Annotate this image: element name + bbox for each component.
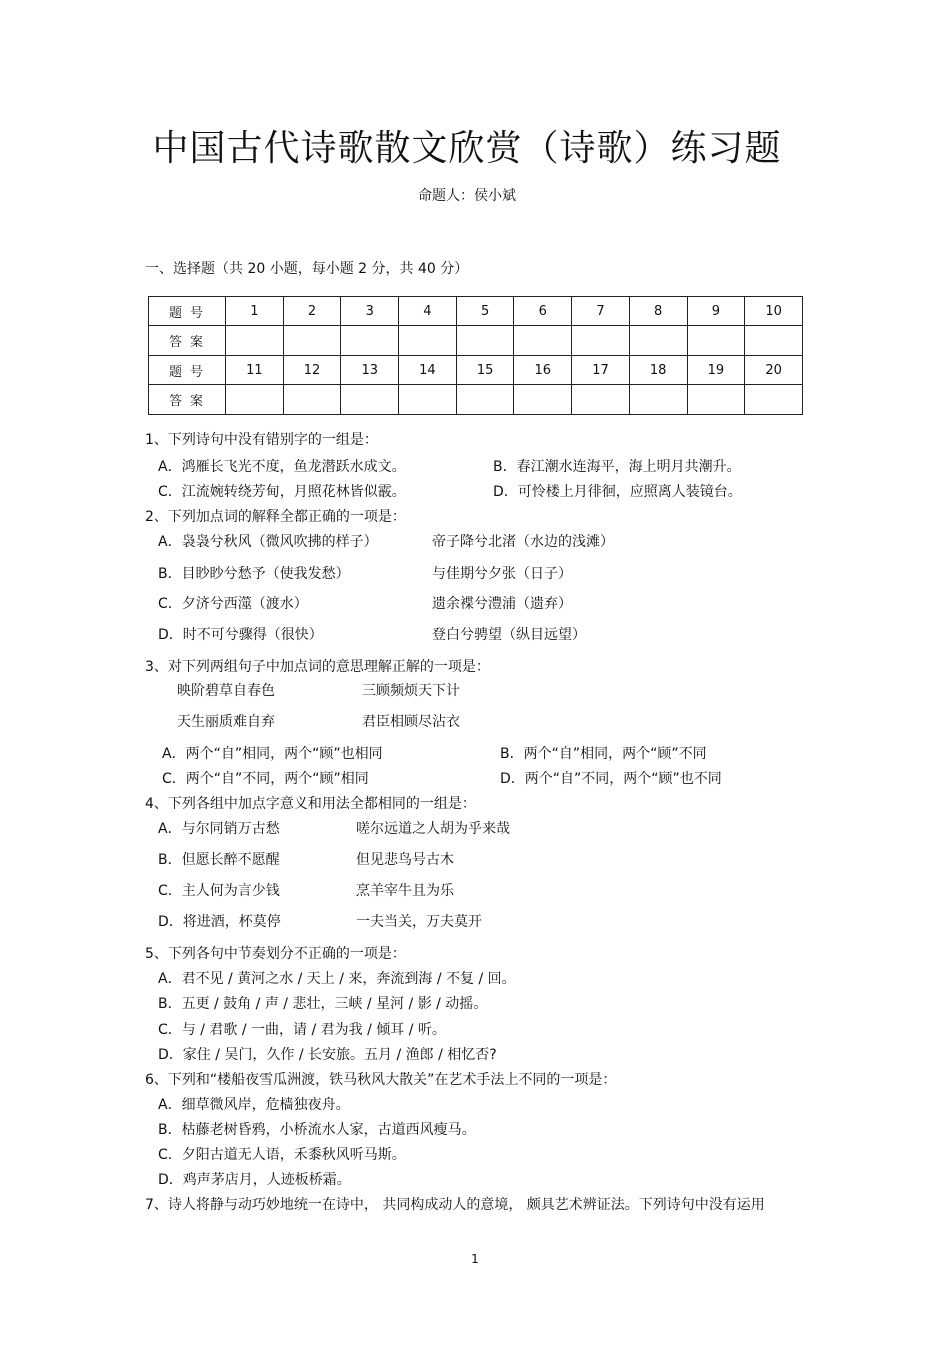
option-b: B．春江潮水连海平，海上明月共潮升。 bbox=[493, 459, 741, 475]
table-row bbox=[149, 297, 803, 326]
question-number: 8 bbox=[629, 297, 687, 326]
answer-cell[interactable] bbox=[283, 326, 341, 356]
sentence: 君臣相顾尽沾衣 bbox=[362, 714, 460, 730]
option-b-right: 与佳期兮夕张（日子） bbox=[432, 566, 572, 582]
sentence: 三顾频烦天下计 bbox=[362, 683, 460, 699]
answer-cell[interactable] bbox=[687, 385, 745, 415]
question-number: 4 bbox=[399, 297, 457, 326]
author-line: 命题人：侯小斌 bbox=[418, 188, 516, 204]
option-c-right: 遗余褋兮澧浦（遗弃） bbox=[432, 596, 572, 612]
table-row bbox=[149, 326, 803, 356]
table-row bbox=[149, 385, 803, 415]
question-number: 3 bbox=[341, 297, 399, 326]
answer-cell[interactable] bbox=[341, 326, 399, 356]
table-row bbox=[149, 356, 803, 385]
option-a: A．两个“自”相同，两个“顾”也相同 bbox=[162, 746, 383, 762]
option-d: D．可怜楼上月徘徊，应照离人装镜台。 bbox=[493, 484, 742, 500]
answer-cell[interactable] bbox=[572, 385, 630, 415]
option-c: C．与 / 君歌 / 一曲，请 / 君为我 / 倾耳 / 听。 bbox=[158, 1022, 446, 1038]
question-number: 5 bbox=[456, 297, 514, 326]
question-stem: 2、下列加点词的解释全都正确的一项是： bbox=[145, 509, 406, 525]
question-number: 17 bbox=[572, 356, 630, 385]
answer-cell[interactable] bbox=[514, 326, 572, 356]
answer-cell[interactable] bbox=[456, 326, 514, 356]
option-c-left: C．夕济兮西澨（渡水） bbox=[158, 596, 308, 612]
option-b: B．两个“自”相同，两个“顾”不同 bbox=[500, 746, 707, 762]
option-d: D．两个“自”不同，两个“顾”也不同 bbox=[500, 771, 722, 787]
option-d-right: 登白兮骋望（纵目远望） bbox=[432, 627, 586, 643]
page-number: 1 bbox=[471, 1252, 479, 1266]
question-number: 20 bbox=[745, 356, 803, 385]
question-number: 1 bbox=[226, 297, 284, 326]
answer-cell[interactable] bbox=[629, 385, 687, 415]
sentence: 天生丽质难自弃 bbox=[177, 714, 275, 730]
option-d-right: 一夫当关，万夫莫开 bbox=[356, 914, 482, 930]
option-b-right: 但见悲鸟号古木 bbox=[356, 852, 454, 868]
option-b-left: B．但愿长醉不愿醒 bbox=[158, 852, 280, 868]
question-number: 16 bbox=[514, 356, 572, 385]
question-number: 19 bbox=[687, 356, 745, 385]
page-title: 中国古代诗歌散文欣赏（诗歌）练习题 bbox=[152, 128, 782, 169]
option-a: A．君不见 / 黄河之水 / 天上 / 来，奔流到海 / 不复 / 回。 bbox=[158, 971, 516, 987]
option-b: B．五更 / 鼓角 / 声 / 悲壮，三峡 / 星河 / 影 / 动摇。 bbox=[158, 996, 488, 1012]
option-d-left: D．将进酒，杯莫停 bbox=[158, 914, 281, 930]
option-a: A．鸿雁长飞光不度，鱼龙潜跃水成文。 bbox=[158, 459, 406, 475]
answer-cell[interactable] bbox=[283, 385, 341, 415]
option-a-right: 帝子降兮北渚（水边的浅滩） bbox=[432, 534, 614, 550]
question-number: 6 bbox=[514, 297, 572, 326]
option-c-left: C．主人何为言少钱 bbox=[158, 883, 280, 899]
option-a-left: A．与尔同销万古愁 bbox=[158, 821, 280, 837]
option-d: D．鸡声茅店月，人迹板桥霜。 bbox=[158, 1172, 351, 1188]
question-stem: 3、对下列两组句子中加点词的意思理解正解的一项是： bbox=[145, 659, 490, 675]
question-number: 9 bbox=[687, 297, 745, 326]
question-number: 7 bbox=[572, 297, 630, 326]
row-header: 答案 bbox=[149, 326, 226, 356]
option-a-right: 嗟尔远道之人胡为乎来哉 bbox=[356, 821, 510, 837]
question-stem: 7、诗人将静与动巧妙地统一在诗中， 共同构成动人的意境， 颇具艺术辨证法。下列诗句中没有运用 bbox=[145, 1197, 765, 1213]
question-number: 12 bbox=[283, 356, 341, 385]
question-stem: 4、下列各组中加点字意义和用法全都相同的一组是： bbox=[145, 796, 476, 812]
question-number: 14 bbox=[399, 356, 457, 385]
section-heading: 一、选择题（共 20 小题，每小题 2 分，共 40 分） bbox=[145, 261, 469, 277]
answer-cell[interactable] bbox=[456, 385, 514, 415]
row-header: 题号 bbox=[149, 297, 226, 326]
answer-cell[interactable] bbox=[745, 385, 803, 415]
option-c-right: 烹羊宰牛且为乐 bbox=[356, 883, 454, 899]
answer-grid bbox=[148, 296, 803, 415]
option-a-left: A．袅袅兮秋风（微风吹拂的样子） bbox=[158, 534, 378, 550]
answer-cell[interactable] bbox=[399, 326, 457, 356]
answer-cell[interactable] bbox=[745, 326, 803, 356]
answer-cell[interactable] bbox=[341, 385, 399, 415]
option-d-left: D．时不可兮骤得（很快） bbox=[158, 627, 323, 643]
option-b-left: B．目眇眇兮愁予（使我发愁） bbox=[158, 566, 350, 582]
option-b: B．枯藤老树昏鸦，小桥流水人家，古道西风瘦马。 bbox=[158, 1122, 476, 1138]
question-number: 15 bbox=[456, 356, 514, 385]
answer-cell[interactable] bbox=[399, 385, 457, 415]
question-stem: 6、下列和“楼船夜雪瓜洲渡，铁马秋风大散关”在艺术手法上不同的一项是： bbox=[145, 1072, 617, 1088]
sentence: 映阶碧草自春色 bbox=[177, 683, 275, 699]
answer-cell[interactable] bbox=[226, 326, 284, 356]
row-header: 答案 bbox=[149, 385, 226, 415]
option-c: C．两个“自”不同，两个“顾”相同 bbox=[162, 771, 369, 787]
option-c: C．夕阳古道无人语，禾黍秋风听马斯。 bbox=[158, 1147, 406, 1163]
option-a: A．细草微风岸，危樯独夜舟。 bbox=[158, 1097, 350, 1113]
question-number: 11 bbox=[226, 356, 284, 385]
question-number: 10 bbox=[745, 297, 803, 326]
answer-cell[interactable] bbox=[687, 326, 745, 356]
option-d: D．家住 / 吴门，久作 / 长安旅。五月 / 渔郎 / 相忆否? bbox=[158, 1047, 497, 1063]
row-header: 题号 bbox=[149, 356, 226, 385]
question-stem: 1、下列诗句中没有错别字的一组是： bbox=[145, 432, 378, 448]
answer-cell[interactable] bbox=[572, 326, 630, 356]
question-number: 2 bbox=[283, 297, 341, 326]
answer-cell[interactable] bbox=[514, 385, 572, 415]
answer-cell[interactable] bbox=[629, 326, 687, 356]
answer-cell[interactable] bbox=[226, 385, 284, 415]
question-stem: 5、下列各句中节奏划分不正确的一项是： bbox=[145, 946, 406, 962]
option-c: C．江流婉转绕芳甸，月照花林皆似霰。 bbox=[158, 484, 406, 500]
question-number: 18 bbox=[629, 356, 687, 385]
question-number: 13 bbox=[341, 356, 399, 385]
